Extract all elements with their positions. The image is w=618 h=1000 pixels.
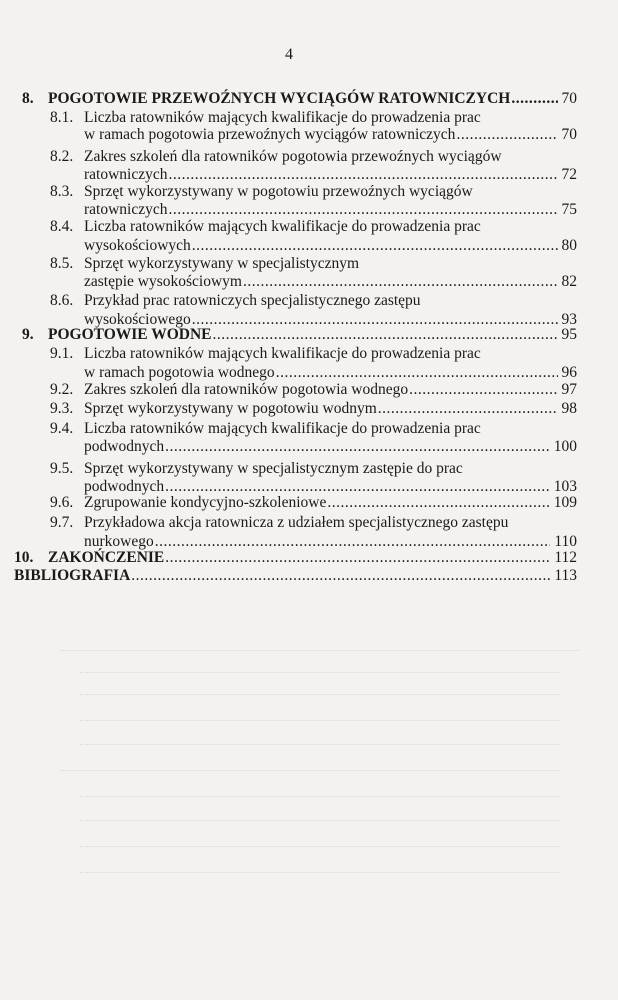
section-title: Sprzęt wykorzystywany w specjalistycznym	[84, 255, 360, 272]
section-number: 9.2.	[50, 381, 74, 398]
page-ref: 97	[561, 381, 577, 398]
dot-leader	[169, 201, 558, 219]
page-ref: 70	[561, 90, 577, 107]
section-title: Liczba ratowników mających kwalifikacje do prowadzenia prac	[84, 345, 481, 362]
page-ref: 96	[561, 364, 577, 381]
page-ref: 72	[561, 166, 577, 183]
show-through-texture	[0, 600, 618, 1000]
section-title-cont: ratowniczych	[84, 166, 168, 183]
chapter-title: POGOTOWIE PRZEWOŹNYCH WYCIĄGÓW RATOWNICZYCH	[48, 90, 511, 107]
toc-entry-9-3	[50, 400, 577, 418]
toc-entry-bibliography	[14, 567, 577, 585]
page-ref: 112	[554, 549, 577, 566]
chapter-number: 10.	[14, 549, 34, 566]
toc-entry-9-7-line1	[50, 514, 508, 532]
section-title-cont: podwodnych	[84, 478, 165, 495]
chapter-number: 8.	[22, 90, 34, 107]
toc-entry-8-6-line1	[50, 292, 421, 310]
dot-leader	[169, 166, 558, 184]
toc-entry-8-2-line1	[50, 148, 502, 166]
toc-entry-chapter-10	[14, 549, 577, 567]
section-title: Zakres szkoleń dla ratowników pogotowia przewoźnych wyciągów	[84, 148, 502, 165]
section-title-cont: wysokościowych	[84, 237, 191, 254]
page-ref: 103	[553, 478, 577, 495]
section-title: Liczba ratowników mających kwalifikacje do prowadzenia prac	[84, 218, 481, 235]
chapter-title: POGOTOWIE WODNE	[48, 326, 212, 343]
page-ref: 95	[561, 326, 577, 343]
toc-entry-chapter-8	[22, 90, 577, 108]
page-ref: 110	[554, 533, 577, 550]
dot-leader	[327, 494, 549, 512]
page-ref: 109	[553, 494, 577, 511]
chapter-title: ZAKOŃCZENIE	[48, 549, 165, 566]
dot-leader	[165, 549, 550, 567]
section-number: 8.2.	[50, 148, 74, 165]
section-number: 9.3.	[50, 400, 74, 417]
section-title-cont: ratowniczych	[84, 201, 168, 218]
toc-entry-8-3	[84, 201, 577, 219]
section-title: Sprzęt wykorzystywany w pogotowiu przewoźnych wyciągów	[84, 183, 473, 200]
dot-leader	[192, 237, 558, 255]
dot-leader	[276, 364, 558, 382]
page-ref: 82	[561, 273, 577, 290]
toc-entry-9-4-line1	[50, 420, 481, 438]
section-title: Zgrupowanie kondycyjno-szkoleniowe	[84, 494, 327, 511]
toc-entry-8-3-line1	[50, 183, 473, 201]
page-ref: 70	[561, 126, 577, 143]
section-title: Liczba ratowników mających kwalifikacje do prowadzenia prac	[84, 109, 481, 126]
toc-entry-8-4	[84, 237, 577, 255]
dot-leader	[409, 381, 557, 399]
toc-entry-9-5-line1	[50, 460, 463, 478]
section-title: Liczba ratowników mających kwalifikacje do prowadzenia prac	[84, 420, 481, 437]
dot-leader	[511, 90, 557, 108]
section-title-cont: podwodnych	[84, 438, 165, 455]
page-ref: 98	[561, 400, 577, 417]
page-ref: 80	[561, 237, 577, 254]
section-title-cont: wysokościowego	[84, 311, 191, 328]
chapter-number: 9.	[22, 326, 34, 343]
dot-leader	[378, 400, 558, 418]
section-title: Przykładowa akcja ratownicza z udziałem specjalistycznego zastępu	[84, 514, 509, 531]
bibliography-title: BIBLIOGRAFIA	[14, 567, 131, 584]
toc-entry-9-1-line1	[50, 345, 481, 363]
section-number: 8.3.	[50, 183, 74, 200]
section-number: 9.6.	[50, 494, 74, 511]
section-title: Sprzęt wykorzystywany w pogotowiu wodnym	[84, 400, 377, 417]
section-title: Sprzęt wykorzystywany w specjalistycznym zastępie do prac	[84, 460, 463, 477]
toc-entry-8-1-line1	[50, 109, 481, 127]
page-number: 4	[285, 46, 293, 63]
toc-entry-9-4	[84, 438, 577, 456]
section-title: Zakres szkoleń dla ratowników pogotowia wodnego	[84, 381, 409, 398]
toc-entry-8-5	[84, 273, 577, 291]
section-number: 8.5.	[50, 255, 74, 272]
section-title-cont: zastępie wysokościowym	[84, 273, 242, 290]
section-title-cont: nurkowego	[84, 533, 154, 550]
dot-leader	[456, 126, 557, 144]
toc-entry-9-1	[84, 364, 577, 382]
page-ref: 75	[561, 201, 577, 218]
toc-entry-chapter-9	[22, 326, 577, 344]
dot-leader	[243, 273, 558, 291]
page-ref: 113	[554, 567, 577, 584]
dot-leader	[165, 438, 550, 456]
toc-entry-8-4-line1	[50, 218, 481, 236]
page-ref: 93	[561, 311, 577, 328]
section-title: Przykład prac ratowniczych specjalistycznego zastępu	[84, 292, 421, 309]
section-number: 9.5.	[50, 460, 74, 477]
toc-entry-8-2	[84, 166, 577, 184]
page-ref: 100	[553, 438, 577, 455]
toc-entry-8-5-line1	[50, 255, 359, 273]
section-number: 9.4.	[50, 420, 74, 437]
section-title-cont: w ramach pogotowia przewoźnych wyciągów ratowniczych	[84, 126, 456, 143]
toc-entry-8-1	[84, 126, 577, 144]
section-title-cont: w ramach pogotowia wodnego	[84, 364, 275, 381]
dot-leader	[213, 326, 558, 344]
section-number: 8.4.	[50, 218, 74, 235]
toc-entry-9-2	[50, 381, 577, 399]
toc-entry-9-6	[50, 494, 577, 512]
section-number: 9.7.	[50, 514, 74, 531]
section-number: 9.1.	[50, 345, 74, 362]
section-number: 8.6.	[50, 292, 74, 309]
dot-leader	[131, 567, 550, 585]
section-number: 8.1.	[50, 109, 74, 126]
